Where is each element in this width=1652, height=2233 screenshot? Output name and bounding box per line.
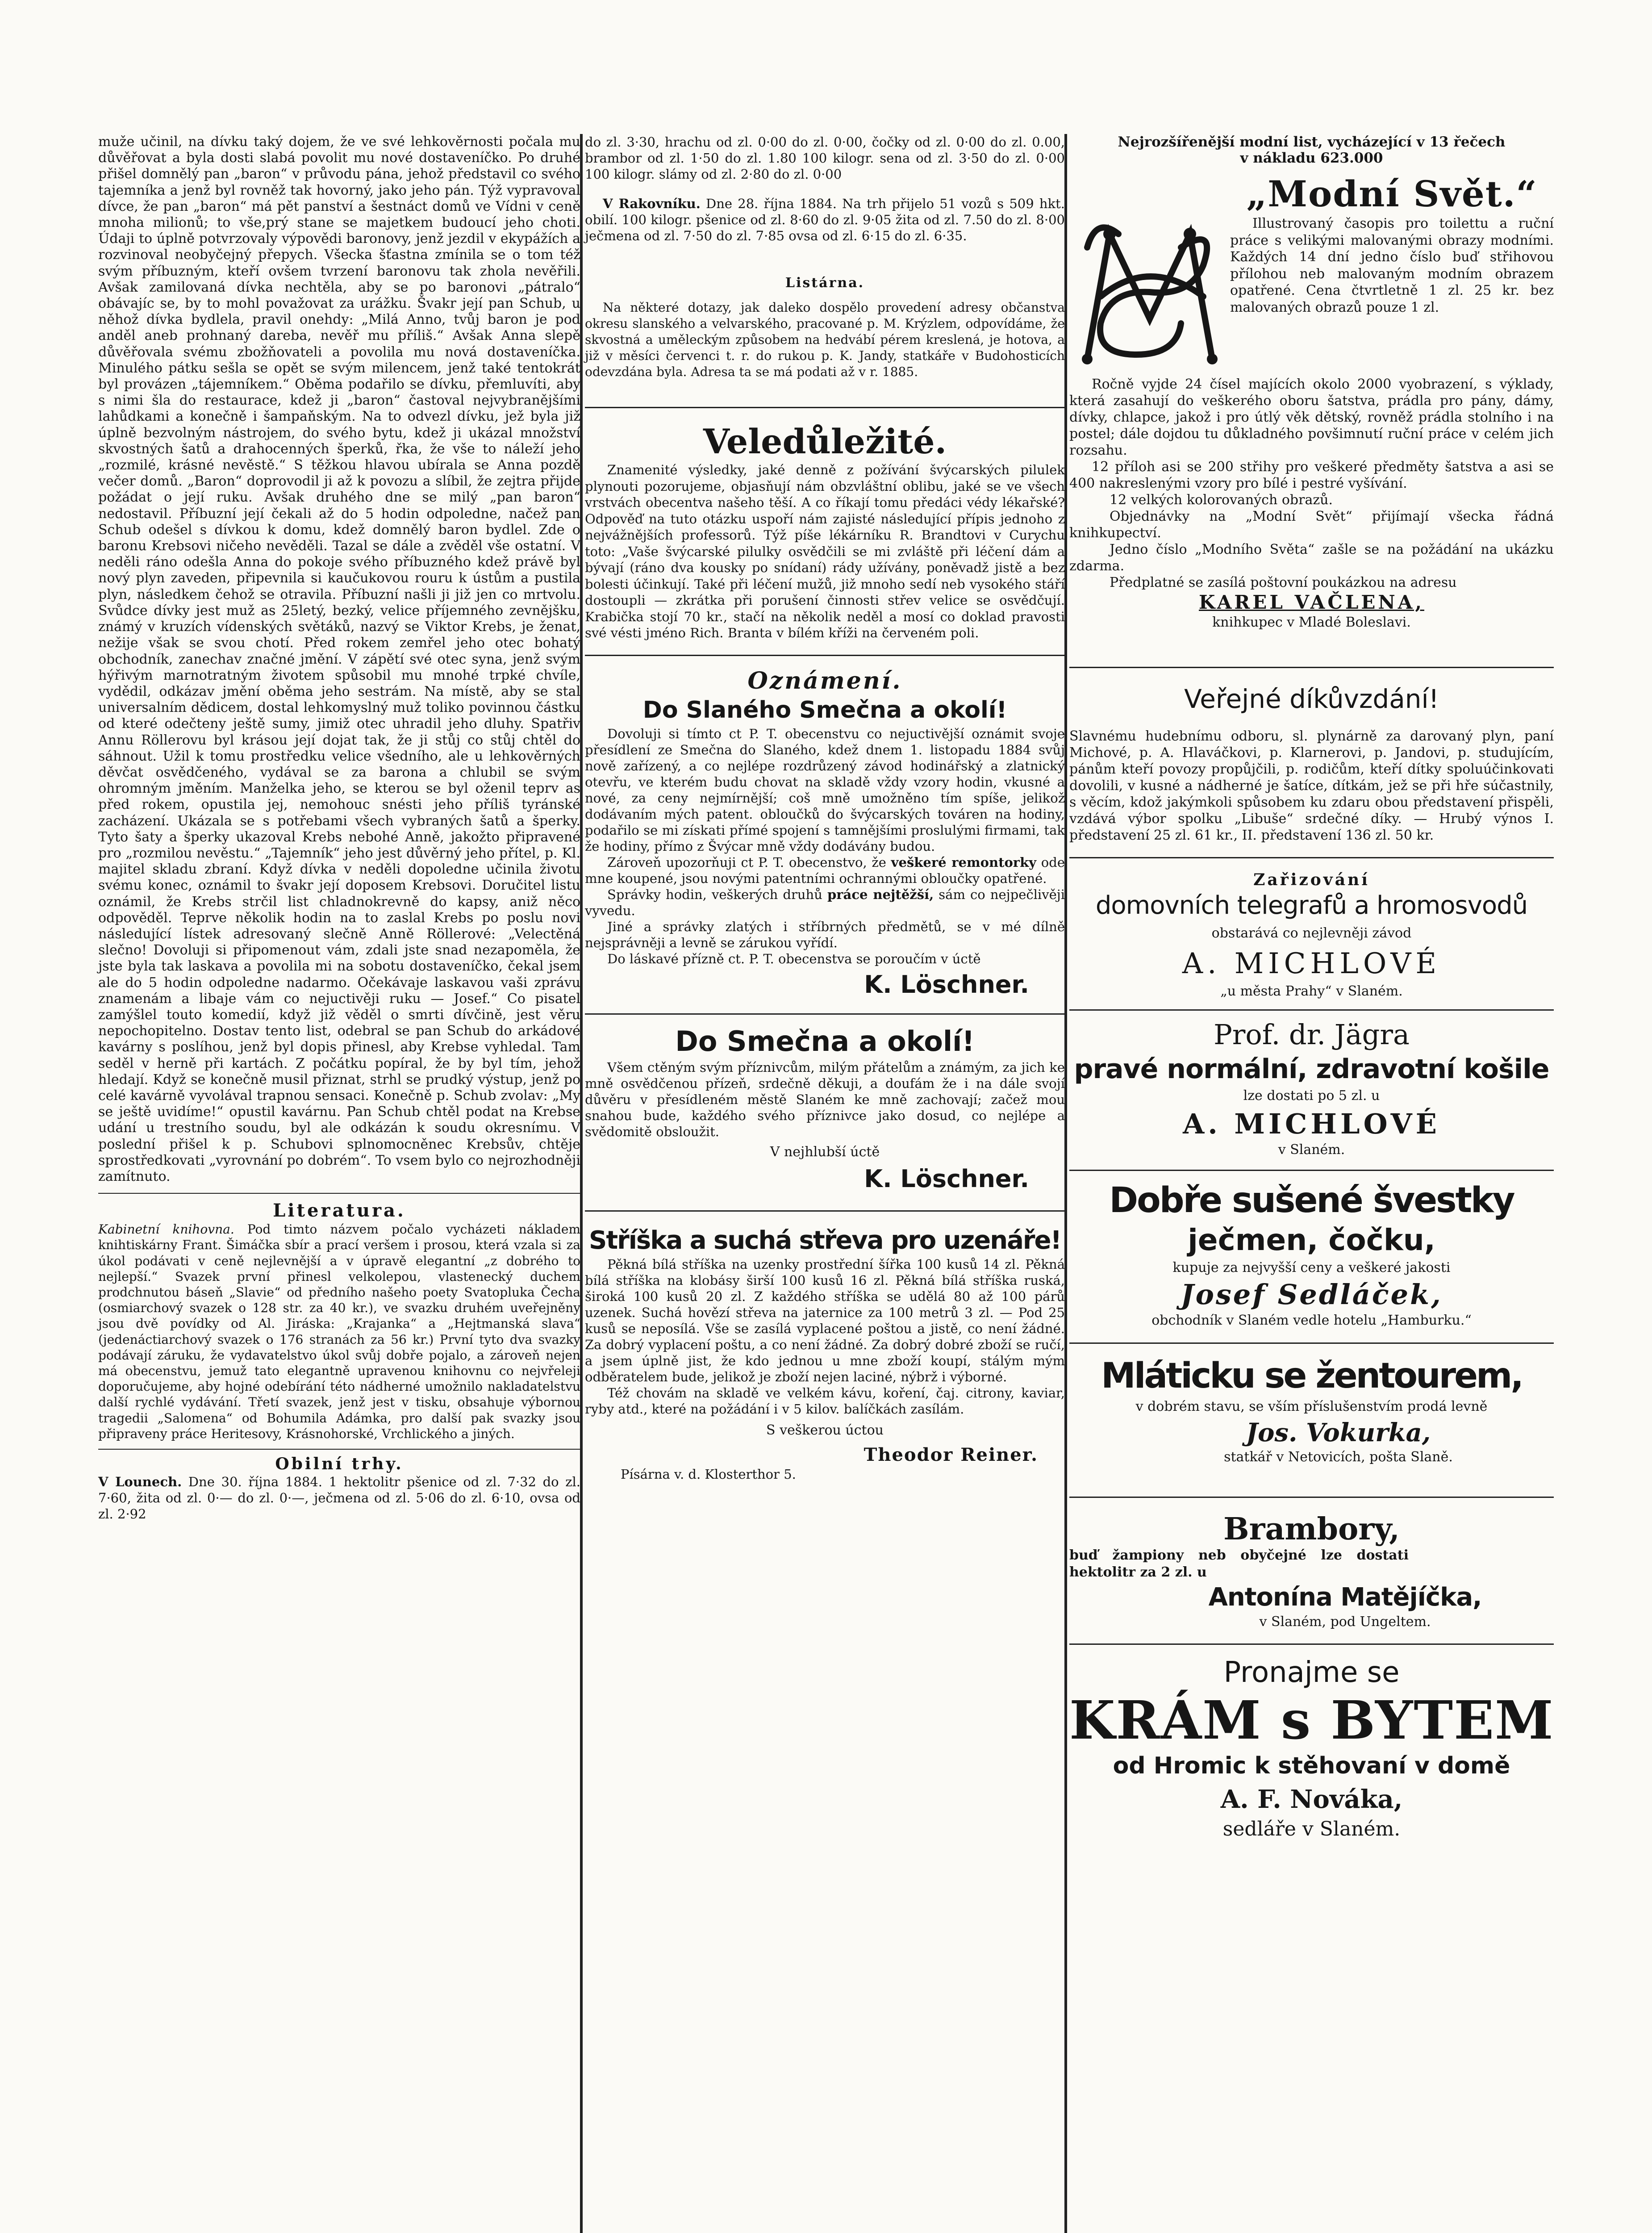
oznameni-text-d: sám co nejpečlivěji vyvedu. (585, 887, 1065, 918)
potatoes-heading: Brambory, (1223, 1511, 1400, 1547)
oznameni-heading: Oznámení. (747, 667, 902, 694)
rakovnik-market (585, 196, 1065, 244)
prunes-firm: Josef Sedláček, (1181, 1278, 1443, 1311)
prunes-heading: Dobře sušené švestky (1109, 1180, 1514, 1221)
modni-svet-orders: Objednávky na „Modní Svět“ přijímají všecka řádná knihkupectví. (1069, 509, 1554, 541)
modni-svet-circulation: v nákladu 623.000 (1240, 150, 1383, 166)
column-3 (1069, 134, 1554, 1842)
striska-address: Písárna v. d. Klosterthor 5. (621, 1466, 796, 1482)
oznameni-remontorky (585, 854, 1065, 887)
striska-closing: S veškerou úctou (766, 1422, 884, 1438)
literature-body (98, 1221, 580, 1442)
divider (1069, 667, 1554, 668)
divider (1069, 1497, 1554, 1498)
prunes-text: kupuje za nejvyšší ceny a veškeré jakosti (1172, 1260, 1451, 1275)
thresher-address: statkář v Netovicích, pošta Slaně. (1224, 1449, 1453, 1465)
prunes-subheading: ječmen, čočku, (1188, 1223, 1435, 1257)
potatoes-text: buď žampiony neb obyčejné lze dostati hektolitr za 2 zl. u (1069, 1547, 1409, 1580)
telegraph-title: domovních telegrafů a hromosvodů (1095, 891, 1528, 920)
divider (98, 1449, 580, 1450)
modni-svet-subscription: Předplatné se zasílá poštovní poukázkou na adresu (1110, 575, 1457, 590)
telegraph-address: „u města Prahy“ v Slaném. (1220, 983, 1403, 999)
rent-address: sedláře v Slaném. (1222, 1818, 1401, 1840)
modni-svet-tagline: Nejrozšířenější modní list, vycházející v 13 řečech (1118, 134, 1506, 150)
divider (1069, 1170, 1554, 1171)
divider (1069, 1342, 1554, 1344)
divider (98, 1193, 580, 1194)
modni-svet-monogram-logo (1069, 207, 1230, 377)
modni-svet-pictures: 12 velkých kolorovaných obrazů. (1110, 492, 1333, 508)
listarna-body: Na některé dotazy, jak daleko dospělo provedení adresy občanstva okresu slanského a velvarského, pracované p. M. Krýzlem, odpovídáme, že skvostná a uměleckým způsobem na hedvábí pérem kreslená, je hotova, a již v měsíci červenci t. r. do rukou p. K. Jandy, statkáře v Budohosticích odevzdána byla. Adresa ta se má podati až v r. 1885. (585, 300, 1065, 379)
divider (585, 1013, 1065, 1015)
oznameni-other: Jiné a správky zlatých i stříbrných předmětů, se v mé dílně nejsprávněji a levně se zárukou vyřídí. (585, 919, 1065, 950)
oznameni-subheading: Do Slaného Smečna a okolí! (642, 696, 1007, 723)
striska-body: Pěkná bílá stříška na uzenky prostřední šířka 100 kusů 14 zl. Pěkná bílá stříška na klobásy širší 100 kusů 16 zl. Pěkná bílá stříška ruská, široká 100 kusů 20 zl. Z každého stříška se udělá 80 až 100 párů uzenek. Suchá hovězí střeva na jaternice za 100 metrů 3 zl. — Pod 25 kusů se neposílá. Vše se zasílá vyplacené poštou a jistě, co není žádné. Za dobrý vyplacení poštu, a co není žádné. Za dobrý dobré zboží se ručí, a jsem úplně jist, že kdo jednou u mne zboží koupí, stálým mým odběratelem bude, jelikož je zboží nejen laciné, nýbrž i výborné. (585, 1256, 1065, 1384)
column-1 (98, 134, 580, 1522)
smecna-heading: Do Smečna a okolí! (675, 1025, 975, 1058)
oznameni-signature: K. Löschner. (864, 970, 1029, 999)
oznameni-closing: Do láskavé přízně ct. P. T. obecenstva se poroučím v úctě (607, 951, 981, 966)
public-thanks-body: Slavnému hudebnímu odboru, sl. plynárně za darovaný plyn, paní Michové, p. A. Hlaváčkovi, p. Klarnerovi, p. Jandovi, p. studujícím, pánům kteří povozy propůjčili, p. rodičům, kteří dítky spoluúčinkovati dovolili, v kusné a nádherné je šatíce, dítkám, jež se při hře súčastnily, s věcím, kdož jakýmkoli spůsobem ku zdaru obou představení přispěli, vzdává výbor spolku „Libuše“ srdečné díky. — Hrubý výnos I. představení 25 zl. 61 kr., II. představení 136 zl. 50 kr. (1069, 728, 1554, 843)
modni-svet-body: Ročně vyjde 24 čísel majících okolo 2000 vyobrazení, s výklady, která zasahují do veškerého oboru šatstva, prádla pro pány, dámy, dívky, chlapce, jakož i pro útlý věk dětský, rovněž prádla stolního i na postel; dále dojdou tu důkladného povšimnutí ruční práce v celém jich rozsahu. (1069, 376, 1554, 458)
rent-heading: Pronajme se (1223, 1656, 1400, 1689)
oznameni-body: Dovoluji si tímto ct P. T. obecenstvu co nejuctivější oznámit svoje přesídlení ze Smečna do Slaného, kdež dnem 1. listopadu 1884 svůj nově zařízený, a co nejlépe rozdrůzený závod hodinářský a zlatnický otevřu, ve kterém budu chovat na skladě vždy vzory hodin, vkusné a nové, za ceny nejmírnější; coš mně umožněno tím spíše, jelikož dodávaním mých patent. obloučků do švýcarských továren na hodiny, podařilo se mi získati přímé spojení s tamnějšími proslulými firmami, tak že hodiny, přímo z Švýcar mně vždy dodávány budou. (585, 726, 1065, 854)
striska-heading: Stříška a suchá střeva pro uzenáře! (589, 1225, 1061, 1255)
telegraph-firm: A. MICHLOVÉ (1182, 947, 1441, 980)
divider (1069, 857, 1554, 858)
rent-text: od Hromic k stěhovaní v domě (1113, 1752, 1510, 1779)
oznameni-bold: veškeré remontorky (891, 854, 1037, 870)
modni-svet-sample: Jedno číslo „Modního Světa“ zašle se na požádání na ukázku zdarma. (1069, 542, 1554, 574)
potatoes-address: v Slaném, pod Ungeltem. (1259, 1614, 1431, 1630)
news-story: muže učinil, na dívku taký dojem, že ve své lehkověrnosti počala mu důvěřovat a byla dosti slabá povolit mu nové dostaveníčko. Po druhé přišel domnělý pan „baron“ v průvodu pána, jehož představil co svého tajemníka a jenž byl rovněž tak hovorný, jako jeho pán. Týž vypravoval dívce, že pan „baron“ má pět panství a šestnáct domů ve Vídni v ceně mnoha milionů; to vše,prý stane se majetkem budoucí jeho choti. Údaji to úplně potvrzovaly výpovědi baronovy, jenž jezdil v ekypážích a rozvinoval neobyčejný přepych. Všecka šťastna zmínila se o tom též svým příbuzným, kteří ovšem tvrzení baronovu tak zhola nevěřili. Avšak zamilovaná dívka nechtěla, aby se po baronovi „pátralo“ obávajíc se, by to mohl považovat za urážku. Švakr její pan Schub, u něhož dívka bydlela, pravil onehdy: „Milá Anno, tvůj baron je pod anděl aneb prohnaný dareba, nevěř mu příliš.“ Avšak Anna slepě důvěřovala svému zbožňovateli a povolila mu nová dostaveníčka. Minulého pátku sešla se opět se svým milencem, jenž také tentokrát byl provázen „tájemníkem.“ Oběma podařilo se dívku, přemluvíti, aby s nimi šla do restaurace, kdež ji „baron“ častoval nejvybranějšími lahůdkami a konečně i šampaňským. Na to odvezl dívku, jež byla již úplně bezvolným nástrojem, do svého bytu, kdež ji ukázal množství skvostných šatů a drahocenných šperků, řka, že vše to náleží jeho „rozmilé, krásné nevěstě.“ S těžkou hlavou ubírala se Anna pozdě večer domů. „Baron“ doprovodil ji až k povozu a slíbil, že zejtra přijde požádat o její ruku. Avšak druhého dne se milý „pan baron“ nedostavil. Příbuzní její čekali až do 5 hodin odpoledne, načež pan Schub odešel s dívkou k domu, kdež domnělý baron bydlel. Zde o baronu Krebsovi ničeho nevěděli. Tazal se dále a zvěděl vše ostatní. V neděli ráno odešla Anna do pokoje svého příbuzného kdež právě byl nový plyn zaveden, připevnila si kaučukovou rouru k ústům a pustila plyn, následkem čehož se otravila. Příbuzní našli ji již jen co mrtvolu. Svůdce dívky jest muž as 25letý, bezký, velice příjemného zevnějšku, známý v kruzích vídenských světáků, nazvý se Viktor Krebs, je ženat, nežije však se svou chotí. Před rokem zemřel jeho otec bohatý obchodník, zanechav značné jmění. V zápětí své otec syna, jenž svým hýřivým marnotratným životem spůsobil mu mnohé trpké chvíle, vydědil, odkázav jmění oběma jeho sestrám. Na místě, aby se stal universalním dědicem, dostal lehkomyslný muž toliko povinnou částku od které odečteny ještě sumy, jimiž otec uhradil jeho dluhy. Spatřiv Annu Röllerovu byl krásou její dojat tak, že ji stůj co stůj chtěl do sáhnout. Užil k tomu prostředku velice všedního, ale u lehkověrných děvčat osvědčeného, vydával se za barona a chlubil se svým ohromným jměním. Manželka jeho, se kterou se byl oženil teprv as před rokem, opustila jej, nemohouc snésti jeho příliš tyránské zacházení. Ukázala se s potřebami všech vybraných šatů a šperky. Tyto šaty a šperky ukazoval Krebs nebohé Anně, jakožto připravené pro „rozmilou nevěstu.“ „Tajemník“ jeho jest důvěrný jeho přítel, p. Kl. majitel skladu zbraní. Když dívka v neděli dopoledne učinila životu svému konec, oznámil to švakr její doposem Krebsovi. Doručitel listu oznámil, že Krebs strčil list chladnokrevně do kapsy, aniž něco odpověděl. Teprve několik hodin na to zaslal Krebs po poslu novi následující lístek adresovaný slečně Anně Röllerové: „Velectěná slečno! Dovoluji si připomenout vám, zdali jste snad nezapoměla, že jste byla tak laskava a povolila mi na sobotu dostaveníčko, čekal jsem ale do 5 hodin odpoledne nadarmo. Očekávaje laskavou vaši zprávu znamenám a libaje vám co nejuctivěji ruku — Josef.“ Co pisatel zamýšlel touto komedií, když již věděl o smrti dívčině, jest věru nepochopitelno. Dostav tento list, odebral se pan Schub do arkádové kavárny s poslíhou, jenž byl dopis přinesl, aby Krebse vyhledal. Tam seděl v herně při kartách. Z počátku popíral, že by byl tím, jehož hledají. Když se konečně musil přiznat, strhl se prudký výstup, jenž po celé kavárně vyvolával trapnou sensaci. Konečně p. Schub zvolav: „My se ještě uvidíme!“ opustil kavárnu. Pan Schub chtěl podat na Krebse udání u trestního soudu, byl ale odkázán k soudu okresnímu. V poslední přišel k p. Schubovi splnomocněnec Krebsův, chtěje sprostředkovati „vyrovnání po dobrém“. To vsem bylo co nejrozhodněji zamítnuto. (98, 134, 580, 1184)
divider (585, 407, 1065, 408)
oznameni-text-a: Zároveň upozorňuji ct P. T. obecenstvo, že (607, 854, 891, 870)
divider (1069, 1009, 1554, 1011)
literature-text: Pod timto názvem počalo vycházeti nákladem knihtiskárny Frant. Šimáčka sbír a prací veršem i prosou, která vzala si za úkol podávati v ceně nejlevnější a v úpravě elegantní „z dobrého to nejlepší.“ Svazek první přinesl velkolepou, vlastenecký duchem prodchnutou báseň „Slavie“ od předního našeho poety Svatopluka Čecha (osmiarchový svazek o 128 str. za 40 kr.), ve svazku druhém uveřejněny jsou dvě povídky od Al. Jiráska: „Krajanka“ a „Hejtmanská slava“ (jedenáctiarchový svazek o 176 stranách za 56 kr.) První tyto dva svazky podávají záruku, že vydavatelstvo úkol svůj dobře pojalo, a zároveň nejen má obecenstvu, jemuž tato elegantně upravenou knihovnu co nejvřeleji doporučujeme, aby hojné odebírání této nádherné umožnilo nakladatelstvu další rychlé vydávání. Třetí svazek, jenž jest v tisku, obsahuje výbornou tragedii „Salomena“ od Bohumila Adámka, pro další pak svazky jsou připraveny práce Heritesovy, Krásnohorské, Vrchlického a jiných. (98, 1222, 581, 1441)
smecna-signature: K. Löschner. (864, 1164, 1029, 1193)
telegraph-heading: Zařizování (1253, 870, 1370, 889)
oznameni-repairs (585, 887, 1065, 919)
rakovnik-lead: V Rakovníku. (603, 196, 701, 211)
smecna-body: Všem ctěným svým příznivcům, milým přátelům a známým, za jich ke mně osvědčenou přízeň, srdečně děkuji, a doufám že i na dále svojí důvěru v přesídleném městě Slaném ke mně zachovají; začež mou snahou bude, každého svého příznivce jako dosud, co nejlépe a svědomitě obsloužit. (585, 1059, 1065, 1139)
grain-market-continued: do zl. 3·30, hrachu od zl. 0·00 do zl. 0·00, čočky od zl. 0·00 do zl. 0.00, brambor od zl. 1·50 do zl. 1.80 100 kilogr. sena od zl. 3·50 do zl. 0·00 100 kilogr. slámy od zl. 2·80 do zl. 0·00 (585, 134, 1065, 182)
thresher-text: v dobrém stavu, se vším příslušenstvím prodá levně (1135, 1399, 1488, 1414)
column-2 (585, 134, 1065, 1482)
modni-svet-description: Illustrovaný časopis pro toilettu a ruční práce s velikými malovanými obrazy modními. Každých 14 dní jedno číslo buď střihovou přílohou neb malovaným modním obrazem opatřené. Cena čtvrtletně 1 zl. 25 kr. bez malovaných obrazů pouze 1 zl. (1230, 216, 1554, 315)
rent-owner: A. F. Nováka, (1220, 1785, 1403, 1814)
jager-heading: Prof. dr. Jägra (1214, 1018, 1410, 1051)
grain-market-lead: V Lounech. (98, 1474, 182, 1490)
oznameni-text-c: Správky hodin, veškerých druhů (607, 887, 827, 902)
jager-title: pravé normální, zdravotní košile (1074, 1054, 1549, 1085)
veledulezite-body: Znamenité výsledky, jaké denně z požívání švýcarských pilulek plynouti pozorujeme, objasňují nám obzvláštní oblibu, jaké se ve všech vrstvách obecentva našeho těší. A co říkají tomu předáci védy lékařské? Odpověď na tuto otázku uspoří nám zajisté následující přípis jednoho z nejvážnějších professorů. Týž píše lékárníku R. Brandtovi v Curychu toto: „Vaše švýcarské pilulky osvědčili se mi zvláště při léčení dám a bývají (ráno dva kousky po snídaní) rády užívány, poněvadž jistě a bez bolesti účinkují. Také při léčení mužů, již mnoho sedí neb vysokého stáří dostoupli — zkrátka při porušení činnosti střev velice se osvědčují. Krabička stojí 70 kr., stačí na několik neděl a mosí co doklad pravosti své vésti jméno Rich. Branta v bílém kříži na červeném poli. (585, 462, 1065, 640)
modni-svet-supplements: 12 příloh asi se 200 střihy pro veškeré předměty šatstva a asi se 400 nakreslenými vzory pro bílé i pestré vyšívání. (1069, 459, 1554, 491)
public-thanks-heading: Veřejné díkůvzdání! (1184, 684, 1439, 714)
oznameni-bold-2: práce nejtěžší, (827, 887, 934, 902)
potatoes-seller: Antonína Matějíčka, (1208, 1583, 1482, 1612)
striska-signature: Theodor Reiner. (864, 1444, 1038, 1465)
veledulezite-heading: Veledůležité. (703, 422, 947, 461)
thresher-heading: Mláticku se žentourem, (1101, 1356, 1522, 1396)
telegraph-text: obstarává co nejlevněji závod (1211, 925, 1412, 941)
prunes-address: obchodník v Slaném vedle hotelu „Hamburku.“ (1151, 1313, 1472, 1328)
grain-market-text: Dne 30. října 1884. 1 hektolitr pšenice od zl. 7·32 do zl. 7·60, žita od zl. 0·— do zl. 0·—, ječmena od zl. 5·06 do zl. 6·10, ovsa od zl. 2·92 (98, 1474, 580, 1522)
jager-text: lze dostati po 5 zl. u (1243, 1088, 1380, 1104)
grain-market-body (98, 1474, 580, 1522)
listarna-heading: Listárna. (785, 275, 865, 291)
jager-address: v Slaném. (1278, 1142, 1345, 1158)
grain-market-heading: Obilní trhy. (275, 1455, 404, 1474)
modni-svet-publisher-address: knihkupec v Mladé Boleslavi. (1212, 615, 1411, 630)
thresher-seller: Jos. Vokurka, (1246, 1418, 1431, 1447)
modni-svet-title: „Modní Svět.“ (1246, 173, 1538, 215)
divider (585, 655, 1065, 656)
smecna-closing: V nejhlubší úctě (770, 1144, 880, 1160)
oznameni-text-b: ode mne koupené, jsou novými patentními ochrannými obloučky opatřené. (585, 854, 1065, 886)
literature-heading: Literatura. (273, 1200, 406, 1221)
jager-firm: A. MICHLOVÉ (1183, 1108, 1440, 1140)
divider (585, 1210, 1065, 1212)
literature-lead: Kabinetní knihovna. (98, 1222, 234, 1237)
modni-svet-publisher: KAREL VAČLENA, (1199, 591, 1424, 613)
striska-body-2: Též chovám na skladě ve velkém kávu, koření, čaj. citrony, kaviar, ryby atd., které na požádání i v 5 kilov. balíčkách zasílám. (585, 1385, 1065, 1417)
rakovnik-text: Dne 28. října 1884. Na trh přijelo 51 vozů s 509 hkt. obilí. 100 kilogr. pšenice od zl. 8·60 do zl. 9·05 žita od zl. 7.50 do zl. 8·00 ječmena od zl. 7·50 do zl. 7·85 ovsa od zl. 6·15 do zl. 6·35. (585, 196, 1065, 243)
divider (1069, 1643, 1554, 1645)
rent-title: KRÁM s BYTEM (1069, 1689, 1554, 1751)
modni-svet-ad (1069, 166, 1554, 416)
